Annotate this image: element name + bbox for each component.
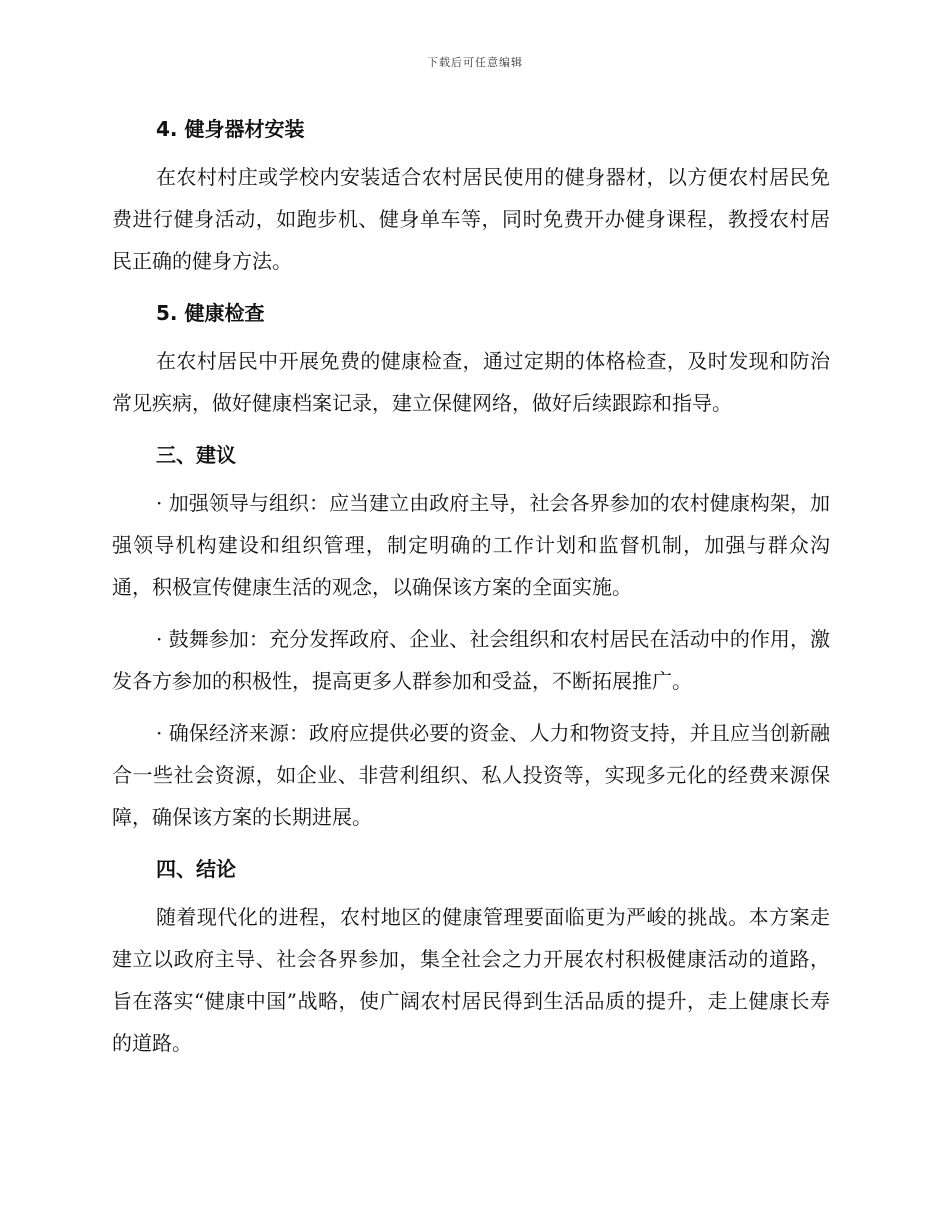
suggestion-item-participation: · 鼓舞参加：充分发挥政府、企业、社会组织和农村居民在活动中的作用，激发各方参加的积极性，提高更多人群参加和受益，不断拓展推广。 (112, 627, 830, 693)
suggestion-item-leadership: · 加强领导与组织：应当建立由政府主导，社会各界参加的农村健康构架，加强领导机构建设和组织管理，制定明确的工作计划和监督机制，加强与群众沟通，积极宣传健康生活的观念，以确保该方案的全面实施。 (112, 491, 830, 599)
section-heading-fitness-equipment: 4. 健身器材安装 (156, 117, 305, 141)
section-heading-health-check: 5. 健康检查 (156, 301, 265, 325)
paragraph-conclusion: 随着现代化的进程，农村地区的健康管理要面临更为严峻的挑战。本方案走建立以政府主导、社会各界参加，集全社会之力开展农村积极健康活动的道路，旨在落实“健康中国”战略，使广阔农村居民得到生活品质的提升，走上健康长寿的道路。 (112, 905, 830, 1055)
page-header: 下载后可任意编辑 (427, 56, 523, 69)
paragraph-health-check: 在农村居民中开展免费的健康检查，通过定期的体格检查，及时发现和防治常见疾病，做好健康档案记录，建立保健网络，做好后续跟踪和指导。 (112, 349, 830, 415)
section-heading-conclusion: 四、结论 (156, 857, 236, 881)
section-heading-suggestions: 三、建议 (156, 443, 236, 467)
document-body (112, 108, 830, 1064)
paragraph-fitness-equipment: 在农村村庄或学校内安装适合农村居民使用的健身器材，以方便农村居民免费进行健身活动，如跑步机、健身单车等，同时免费开办健身课程，教授农村居民正确的健身方法。 (112, 165, 830, 273)
suggestion-item-funding: · 确保经济来源：政府应提供必要的资金、人力和物资支持，并且应当创新融合一些社会资源，如企业、非营利组织、私人投资等，实现多元化的经费来源保障，确保该方案的长期进展。 (112, 721, 830, 829)
